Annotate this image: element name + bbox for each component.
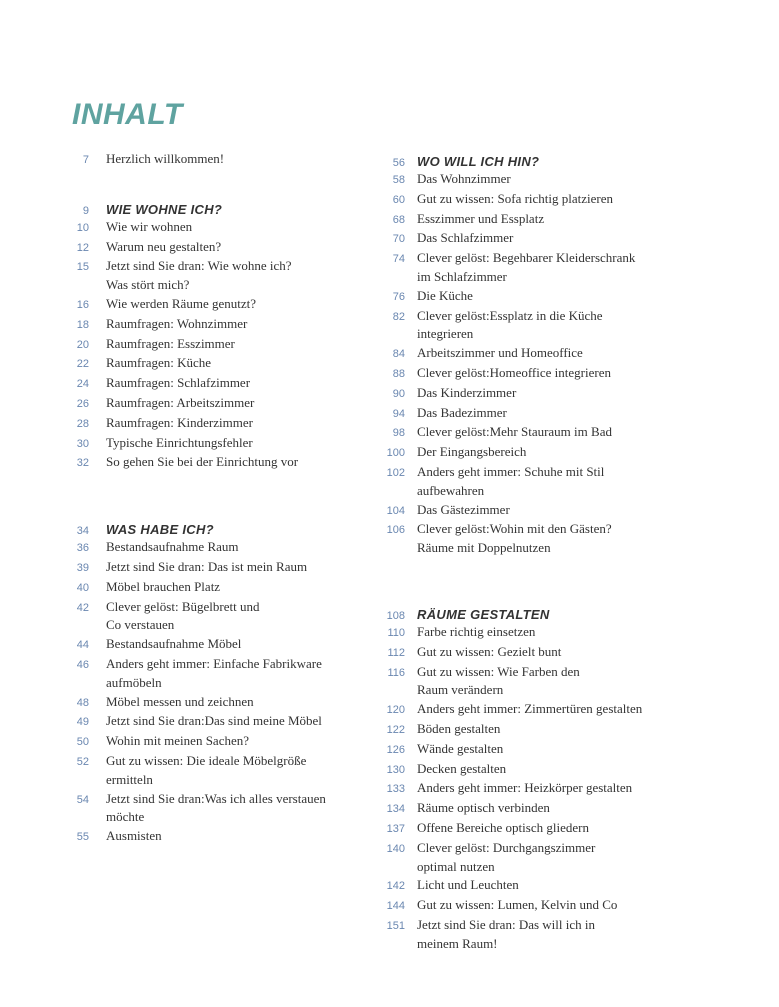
entry-title-line: Böden gestalten <box>417 720 501 736</box>
entry-title <box>106 257 292 295</box>
entry-title <box>106 598 259 636</box>
page-number: 76 <box>392 290 405 303</box>
page-number: 102 <box>386 466 405 479</box>
toc-entry <box>377 249 707 287</box>
entry-title <box>417 663 580 701</box>
toc-entry <box>377 720 707 740</box>
page-number: 54 <box>76 793 89 806</box>
entry-title-line: im Schlafzimmer <box>417 268 507 284</box>
entry-title-line: Clever gelöst: Bügelbrett und <box>106 598 260 614</box>
entry-title <box>106 558 307 577</box>
entry-title-line: Gut zu wissen: Die ideale Möbelgröße <box>106 752 307 768</box>
entry-title-line: Raumfragen: Kinderzimmer <box>106 414 253 430</box>
section-heading <box>377 150 707 172</box>
entry-title-line: Das Schlafzimmer <box>417 230 514 246</box>
section-title: WIE WOHNE ICH? <box>106 201 223 217</box>
entry-title <box>417 896 617 915</box>
toc-entry <box>66 295 366 315</box>
entry-title-line: Raumfragen: Schlafzimmer <box>106 375 251 391</box>
entry-title <box>417 344 583 363</box>
page-number: 74 <box>392 253 405 266</box>
entry-title-line: optimal nutzen <box>417 858 495 874</box>
page-number: 26 <box>76 397 89 410</box>
entry-title-line: aufmöbeln <box>106 674 162 690</box>
entry-title-line: Ausmisten <box>106 828 162 844</box>
toc-entry <box>377 896 707 916</box>
page-number: 46 <box>76 658 89 671</box>
entry-title-line: Raumfragen: Arbeitszimmer <box>106 394 255 410</box>
page-number: 15 <box>76 261 89 274</box>
page-number: 106 <box>386 524 405 537</box>
entry-title-line: Anders geht immer: Einfache Fabrikware <box>106 655 322 671</box>
toc-entry <box>66 414 366 434</box>
toc-entry <box>66 732 366 752</box>
entry-title-line: Gut zu wissen: Gezielt bunt <box>417 643 562 659</box>
section-title: WO WILL ICH HIN? <box>417 154 540 169</box>
entry-title <box>106 578 220 597</box>
entry-title-line: Jetzt sind Sie dran: Das ist mein Raum <box>106 558 308 574</box>
entry-title-line: Gut zu wissen: Lumen, Kelvin und Co <box>417 897 618 913</box>
entry-title-line: Raumfragen: Küche <box>106 355 212 371</box>
entry-title <box>417 720 500 739</box>
entry-title <box>106 354 211 373</box>
section-heading <box>377 603 707 625</box>
entry-title <box>417 249 635 287</box>
entry-title-line: Arbeitszimmer und Homeoffice <box>417 345 583 361</box>
page-number: 58 <box>392 174 405 186</box>
entry-title <box>417 364 611 383</box>
toc-entry <box>66 394 366 414</box>
entry-title-line: Raumfragen: Wohnzimmer <box>106 315 248 331</box>
page-number: 24 <box>76 378 89 391</box>
toc-entry <box>66 374 366 394</box>
toc-entry <box>377 643 707 663</box>
entry-title-line: Clever gelöst:Homeoffice integrieren <box>417 364 611 380</box>
toc-entry <box>377 344 707 364</box>
toc-entry <box>377 463 707 501</box>
entry-title <box>417 799 550 818</box>
entry-title-line: Das Gästezimmer <box>417 501 510 517</box>
toc-entry <box>377 916 707 954</box>
entry-title <box>106 295 256 314</box>
entry-title <box>106 394 254 413</box>
page-number: 30 <box>76 437 89 450</box>
entry-title <box>417 700 642 719</box>
entry-title <box>106 732 249 751</box>
page-number: 49 <box>76 716 89 729</box>
page-number: 151 <box>386 919 405 932</box>
page-number: 18 <box>76 318 89 331</box>
entry-title-line: aufbewahren <box>417 482 485 498</box>
page-number: 130 <box>386 763 405 776</box>
toc-entry <box>377 404 707 424</box>
entry-title <box>417 501 510 520</box>
toc-section-was-habe-ich <box>66 518 366 847</box>
entry-title <box>106 827 162 846</box>
page-number: 134 <box>386 803 405 816</box>
section-title: WAS HABE ICH? <box>106 522 214 538</box>
entry-title-line: Die Küche <box>417 287 473 303</box>
page-number: 144 <box>386 900 405 913</box>
toc-entry <box>66 693 366 713</box>
entry-title <box>106 538 239 557</box>
entry-title <box>417 520 612 558</box>
page-number: 40 <box>76 581 89 594</box>
toc-entry <box>377 210 707 230</box>
toc-entry <box>66 538 366 558</box>
page-number: 98 <box>392 427 405 440</box>
toc-entry <box>66 655 366 693</box>
entry-title-line: meinem Raum! <box>417 935 498 951</box>
entry-title-line: Offene Bereiche optisch gliedern <box>417 819 589 835</box>
entry-title-line: Licht und Leuchten <box>417 877 519 893</box>
page-number: 70 <box>392 233 405 246</box>
entry-title <box>417 423 612 442</box>
toc-entry <box>377 839 707 877</box>
page-number: 112 <box>387 646 405 659</box>
entry-title <box>106 315 247 334</box>
entry-title-line: Gut zu wissen: Wie Farben den <box>417 663 580 679</box>
entry-title <box>417 839 595 877</box>
page-number: 12 <box>76 241 89 254</box>
entry-title-line: So gehen Sie bei der Einrichtung vor <box>106 454 299 470</box>
entry-title <box>417 623 535 642</box>
page-number: 137 <box>386 822 405 835</box>
toc-section-raeume-gestalten <box>377 603 707 954</box>
page-number: 110 <box>387 626 405 639</box>
toc-right-column <box>377 150 707 953</box>
entry-title <box>106 712 322 731</box>
toc-entry <box>66 827 366 847</box>
entry-title-line: Anders geht immer: Zimmertüren gestalten <box>417 701 643 717</box>
entry-title-line: Decken gestalten <box>417 760 507 776</box>
entry-title <box>417 463 604 501</box>
toc-entry <box>377 799 707 819</box>
entry-title-line: Möbel brauchen Platz <box>106 578 221 594</box>
entry-title <box>417 779 632 798</box>
page-number: 42 <box>76 601 89 614</box>
toc-entry <box>66 752 366 790</box>
toc-entry <box>66 315 366 335</box>
entry-title <box>106 655 322 693</box>
page-number: 39 <box>76 561 89 574</box>
entry-title <box>106 374 250 393</box>
entry-title-line: Jetzt sind Sie dran:Was ich alles verstauen <box>106 790 326 806</box>
entry-title-line: Was stört mich? <box>106 277 190 293</box>
toc-entry <box>377 520 707 558</box>
entry-title <box>106 238 221 257</box>
page-number: 60 <box>392 193 405 206</box>
page-number: 104 <box>386 504 405 517</box>
entry-title-line: Räume optisch verbinden <box>417 800 550 816</box>
entry-title <box>417 404 507 423</box>
entry-title-line: Typische Einrichtungsfehler <box>106 434 253 450</box>
entry-title-line: Clever gelöst: Begehbarer Kleiderschrank <box>417 250 636 266</box>
entry-title-line: Bestandsaufnahme Raum <box>106 539 239 555</box>
entry-title <box>106 218 192 237</box>
page-number: 84 <box>392 348 405 361</box>
entry-title-line: Möbel messen und zeichnen <box>106 693 254 709</box>
toc-entry <box>377 623 707 643</box>
entry-title <box>417 190 613 209</box>
page-number: 126 <box>386 743 405 756</box>
toc-entry <box>377 740 707 760</box>
entry-title <box>417 307 603 345</box>
entry-title <box>417 740 503 759</box>
entry-title: Herzlich willkommen! <box>106 151 225 166</box>
toc-entry <box>66 453 366 473</box>
page-number: 56 <box>392 157 405 169</box>
page-title: INHALT <box>72 98 183 131</box>
toc-entry <box>377 700 707 720</box>
toc-entry <box>66 558 366 578</box>
entry-title-line: Clever gelöst:Mehr Stauraum im Bad <box>417 424 612 440</box>
entry-title-line: Wände gestalten <box>417 740 504 756</box>
toc-entry <box>377 779 707 799</box>
entry-title <box>106 453 298 472</box>
entry-title <box>417 643 561 662</box>
page-number: 36 <box>76 542 89 555</box>
toc-entry <box>377 307 707 345</box>
section-heading <box>66 198 366 220</box>
page-number: 94 <box>392 407 405 420</box>
entry-title <box>417 916 595 954</box>
entry-title-line: Farbe richtig einsetzen <box>417 623 536 639</box>
entry-title-line: Clever gelöst:Essplatz in die Küche <box>417 307 603 323</box>
entry-title-line: Clever gelöst:Wohin mit den Gästen? <box>417 521 612 537</box>
entry-title <box>106 335 235 354</box>
toc-entry <box>377 423 707 443</box>
toc-entry <box>377 760 707 780</box>
page-number: 88 <box>392 367 405 380</box>
entry-title-line: Clever gelöst: Durchgangszimmer <box>417 839 596 855</box>
page-number: 116 <box>387 666 405 679</box>
entry-title <box>417 229 513 248</box>
entry-title-line: Anders geht immer: Schuhe mit Stil <box>417 463 605 479</box>
toc-left-column <box>66 150 366 847</box>
page-number: 9 <box>82 204 89 217</box>
page-number: 16 <box>76 298 89 311</box>
toc-entry <box>66 578 366 598</box>
entry-title <box>417 819 589 838</box>
page-number: 90 <box>392 387 405 400</box>
entry-title-line: Warum neu gestalten? <box>106 238 222 254</box>
entry-title <box>106 790 326 828</box>
toc-entry <box>66 790 366 828</box>
page-number: 50 <box>76 736 89 749</box>
entry-title-line: möchte <box>106 809 145 825</box>
entry-title <box>106 693 254 712</box>
entry-title-line: Gut zu wissen: Sofa richtig platzieren <box>417 190 614 206</box>
toc-entry <box>377 287 707 307</box>
toc-entry <box>66 712 366 732</box>
page-number: 68 <box>392 213 405 226</box>
entry-title <box>417 210 544 229</box>
toc-entry <box>377 170 707 190</box>
page-number: 20 <box>76 338 89 351</box>
entry-title-line: Räume mit Doppelnutzen <box>417 540 551 556</box>
entry-title-line: Jetzt sind Sie dran: Das will ich in <box>417 916 596 932</box>
entry-title-line: Der Eingangsbereich <box>417 444 527 460</box>
section-heading <box>66 518 366 540</box>
entry-title-line: ermitteln <box>106 771 153 787</box>
page-number: 52 <box>76 755 89 768</box>
entry-title <box>417 170 511 189</box>
entry-title-line: Das Badezimmer <box>417 404 507 420</box>
section-title: RÄUME GESTALTEN <box>417 606 550 622</box>
page-number: 142 <box>386 880 405 893</box>
entry-title <box>417 760 506 779</box>
entry-title-line: Jetzt sind Sie dran: Wie wohne ich? <box>106 258 292 274</box>
toc-entry <box>377 663 707 701</box>
page-number: 10 <box>76 221 89 234</box>
entry-title-line: Das Kinderzimmer <box>417 384 517 400</box>
entry-title-line: Wohin mit meinen Sachen? <box>106 733 249 749</box>
toc-entry <box>377 819 707 839</box>
toc-entry <box>66 598 366 636</box>
entry-title <box>106 414 253 433</box>
toc-entry <box>377 229 707 249</box>
page-number: 28 <box>76 417 89 430</box>
entry-title-line: Bestandsaufnahme Möbel <box>106 636 242 652</box>
entry-title-line: Anders geht immer: Heizkörper gestalten <box>417 780 633 796</box>
toc-section-wie-wohne-ich <box>66 198 366 473</box>
toc-entry <box>66 218 366 238</box>
entry-title-line: Co verstauen <box>106 617 175 633</box>
page-number: 22 <box>76 358 89 371</box>
page-number: 100 <box>386 447 405 460</box>
entry-title-line: Raumfragen: Esszimmer <box>106 335 235 351</box>
entry-title <box>417 287 473 306</box>
entry-title-line: Esszimmer und Essplatz <box>417 210 545 226</box>
entry-title-line: Das Wohnzimmer <box>417 171 511 186</box>
toc-entry <box>66 354 366 374</box>
toc-entry <box>66 335 366 355</box>
entry-title-line: integrieren <box>417 326 474 342</box>
page-number: 7 <box>82 154 89 166</box>
entry-title <box>417 384 516 403</box>
toc-entry <box>377 443 707 463</box>
toc-entry <box>377 384 707 404</box>
entry-title-line: Wie werden Räume genutzt? <box>106 295 256 311</box>
entry-title <box>106 434 253 453</box>
toc-section-wo-will-ich-hin <box>377 150 707 558</box>
page-number: 108 <box>386 609 405 622</box>
toc-entry-intro <box>66 150 366 170</box>
entry-title-line: Raum verändern <box>417 682 504 698</box>
page-number: 44 <box>76 639 89 652</box>
toc-entry <box>377 876 707 896</box>
entry-title <box>106 752 306 790</box>
entry-title <box>417 443 526 462</box>
page-number: 133 <box>386 783 405 796</box>
toc-entry <box>377 190 707 210</box>
toc-entry <box>66 635 366 655</box>
page-number: 82 <box>392 310 405 323</box>
page-number: 48 <box>76 696 89 709</box>
page-number: 55 <box>76 831 89 844</box>
toc-entry <box>66 238 366 258</box>
entry-title-line: Jetzt sind Sie dran:Das sind meine Möbel <box>106 713 322 729</box>
page-number: 122 <box>386 723 405 736</box>
toc-entry <box>377 501 707 521</box>
toc-entry <box>66 434 366 454</box>
toc-entry <box>377 364 707 384</box>
entry-title <box>106 635 241 654</box>
entry-title-line: Wie wir wohnen <box>106 218 193 234</box>
page-number: 140 <box>386 842 405 855</box>
page-number: 32 <box>76 457 89 470</box>
entry-title <box>417 876 519 895</box>
page-number: 120 <box>386 704 405 717</box>
toc-entry <box>66 257 366 295</box>
page-number: 34 <box>76 525 89 538</box>
